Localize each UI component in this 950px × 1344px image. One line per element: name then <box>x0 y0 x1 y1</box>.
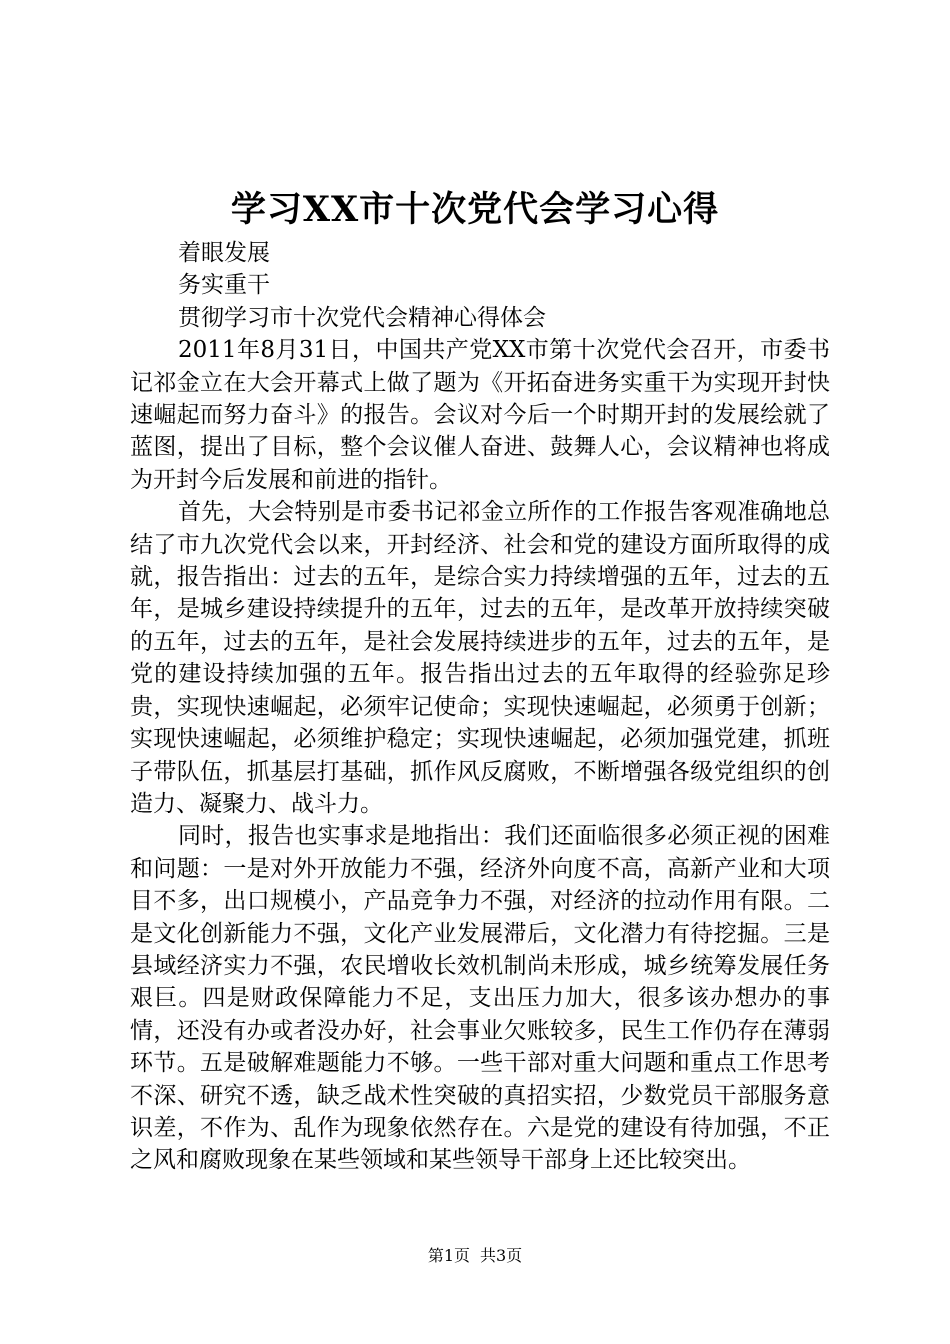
paragraph-subtitle-1: 着眼发展 <box>178 240 270 266</box>
page-footer <box>0 1245 950 1267</box>
page-title: 学习XX市十次党代会学习心得 <box>230 189 720 230</box>
page-total: 共3页 <box>480 1246 523 1265</box>
document-body <box>130 237 830 1177</box>
paragraph-achievements: 首先，大会特别是市委书记祁金立所作的工作报告客观准确地总结了市九次党代会以来，开封经济、社会和党的建设方面所取得的成就，报告指出：过去的五年，是综合实力持续增强的五年，过去的五年，是城乡建设持续提升的五年，过去的五年，是改革开放持续突破的五年，过去的五年，是社会发展持续进步的五年，过去的五年，是党的建设持续加强的五年。报告指出过去的五年取得的经验弥足珍贵，实现快速崛起，必须牢记使命；实现快速崛起，必须勇于创新；实现快速崛起，必须维护稳定；实现快速崛起，必须加强党建，抓班子带队伍，抓基层打基础，抓作风反腐败，不断增强各级党组织的创造力、凝聚力、战斗力。 <box>130 499 830 817</box>
page-number: 第1页 <box>427 1246 470 1265</box>
paragraph-problems: 同时，报告也实事求是地指出：我们还面临很多必须正视的困难和问题：一是对外开放能力不强，经济外向度不高，高新产业和大项目不多，出口规模小，产品竞争力不强，对经济的拉动作用有限。二是文化创新能力不强，文化产业发展滞后，文化潜力有待挖掘。三是县域经济实力不强，农民增收长效机制尚未形成，城乡统筹发展任务艰巨。四是财政保障能力不足，支出压力加大，很多该办想办的事情，还没有办或者没办好，社会事业欠账较多，民生工作仍存在薄弱环节。五是破解难题能力不够。一些干部对重大问题和重点工作思考不深、研究不透，缺乏战术性突破的真招实招，少数党员干部服务意识差，不作为、乱作为现象依然存在。六是党的建设有待加强，不正之风和腐败现象在某些领域和某些领导干部身上还比较突出。 <box>130 823 830 1174</box>
paragraph-intro: 2011年8月31日，中国共产党XX市第十次党代会召开，市委书记祁金立在大会开幕式上做了题为《开拓奋进务实重干为实现开封快速崛起而努力奋斗》的报告。会议对今后一个时期开封的发展绘就了蓝图，提出了目标，整个会议催人奋进、鼓舞人心，会议精神也将成为开封今后发展和前进的指针。 <box>130 337 830 493</box>
paragraph-subtitle-2: 务实重干 <box>178 272 270 299</box>
paragraph-subtitle-3: 贯彻学习市十次党代会精神心得体会 <box>178 304 546 331</box>
